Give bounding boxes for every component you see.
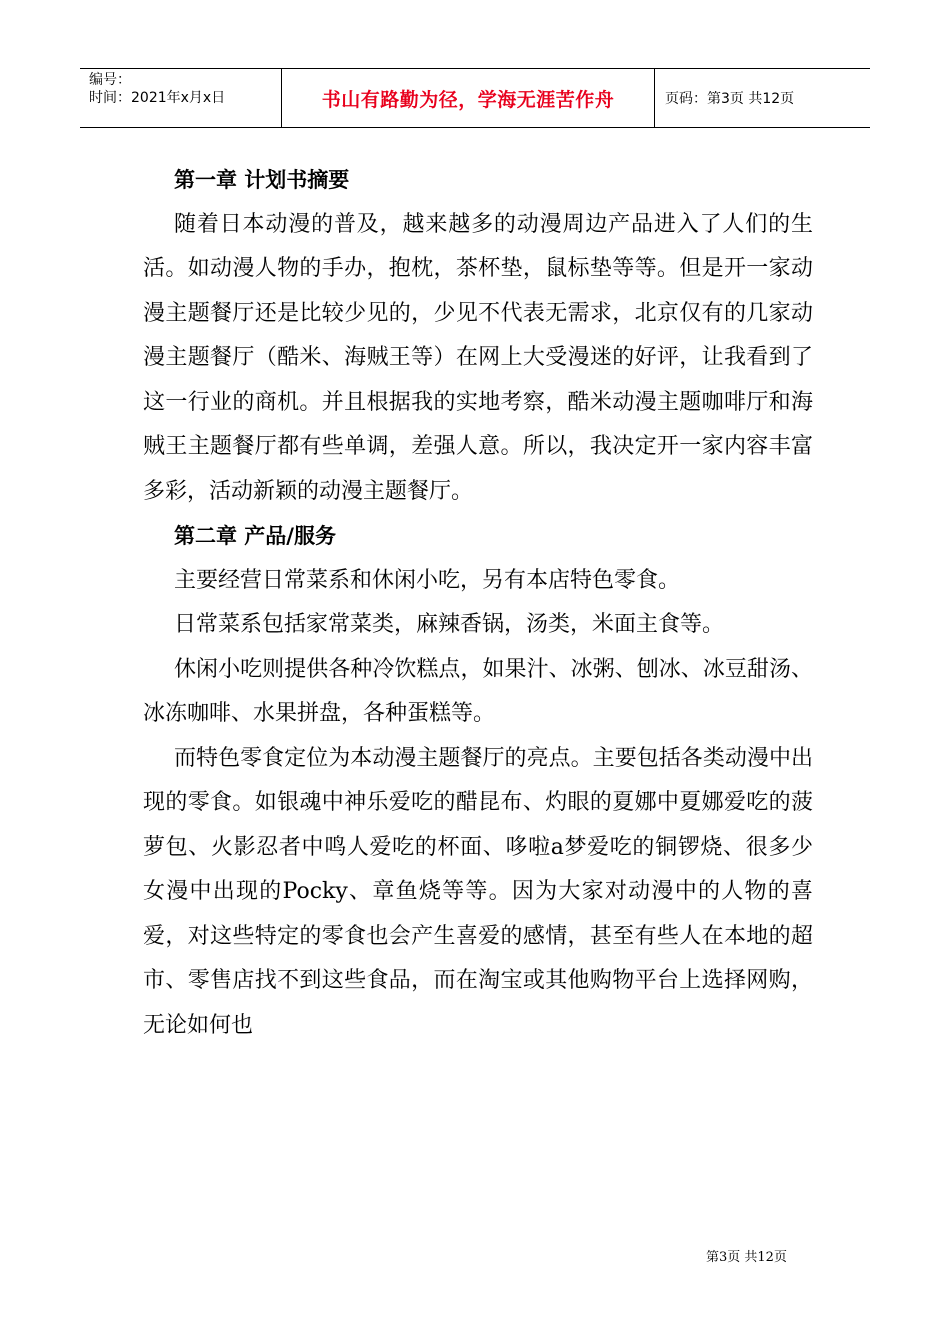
chapter-heading: 第二章 产品/服务: [174, 524, 336, 548]
paragraph: 而特色零食定位为本动漫主题餐厅的亮点。主要包括各类动漫中出现的零食。如银魂中神乐爱吃的醋昆布、灼眼的夏娜中夏娜爱吃的菠萝包、火影忍者中鸣人爱吃的杯面、哆啦a梦爱吃的铜锣烧、很多少女漫中出现的Pocky、章鱼烧等等。因为大家对动漫中的人物的喜爱，对这些特定的零食也会产生喜爱的感情，甚至有些人在本地的超市、零售店找不到这些食品，而在淘宝或其他购物平台上选择网购，无论如何也: [143, 745, 813, 1038]
number-label: 编号：: [89, 72, 131, 88]
header-page-cell: [655, 69, 870, 127]
paragraph: 随着日本动漫的普及，越来越多的动漫周边产品进入了人们的生活。如动漫人物的手办，抱枕，茶杯垫，鼠标垫等等。但是开一家动漫主题餐厅还是比较少见的，少见不代表无需求，北京仅有的几家动漫主题餐厅（酷米、海贼王等）在网上大受漫迷的好评，让我看到了这一行业的商机。并且根据我的实地考察，酷米动漫主题咖啡厅和海贼王主题餐厅都有些单调，差强人意。所以，我决定开一家内容丰富多彩，活动新颖的动漫主题餐厅。: [143, 211, 813, 504]
page-footer: 第3页 共12页: [706, 1250, 787, 1265]
page-info: 页码：第3页 共12页: [665, 91, 795, 107]
page-header: [80, 68, 870, 128]
motto: 书山有路勤为径，学海无涯苦作舟: [321, 88, 615, 111]
header-meta-cell: [80, 69, 282, 127]
time-label: 时间：2021年x月x日: [89, 90, 226, 106]
paragraph: 日常菜系包括家常菜类，麻辣香锅，汤类，米面主食等。: [174, 612, 725, 637]
document-body: [143, 158, 813, 1048]
paragraph: 休闲小吃则提供各种冷饮糕点，如果汁、冰粥、刨冰、冰豆甜汤、冰冻咖啡、水果拼盘，各种蛋糕等。: [143, 656, 813, 726]
header-motto-cell: [282, 69, 655, 127]
paragraph: 主要经营日常菜系和休闲小吃，另有本店特色零食。: [174, 567, 681, 593]
chapter-heading: 第一章 计划书摘要: [174, 168, 350, 192]
